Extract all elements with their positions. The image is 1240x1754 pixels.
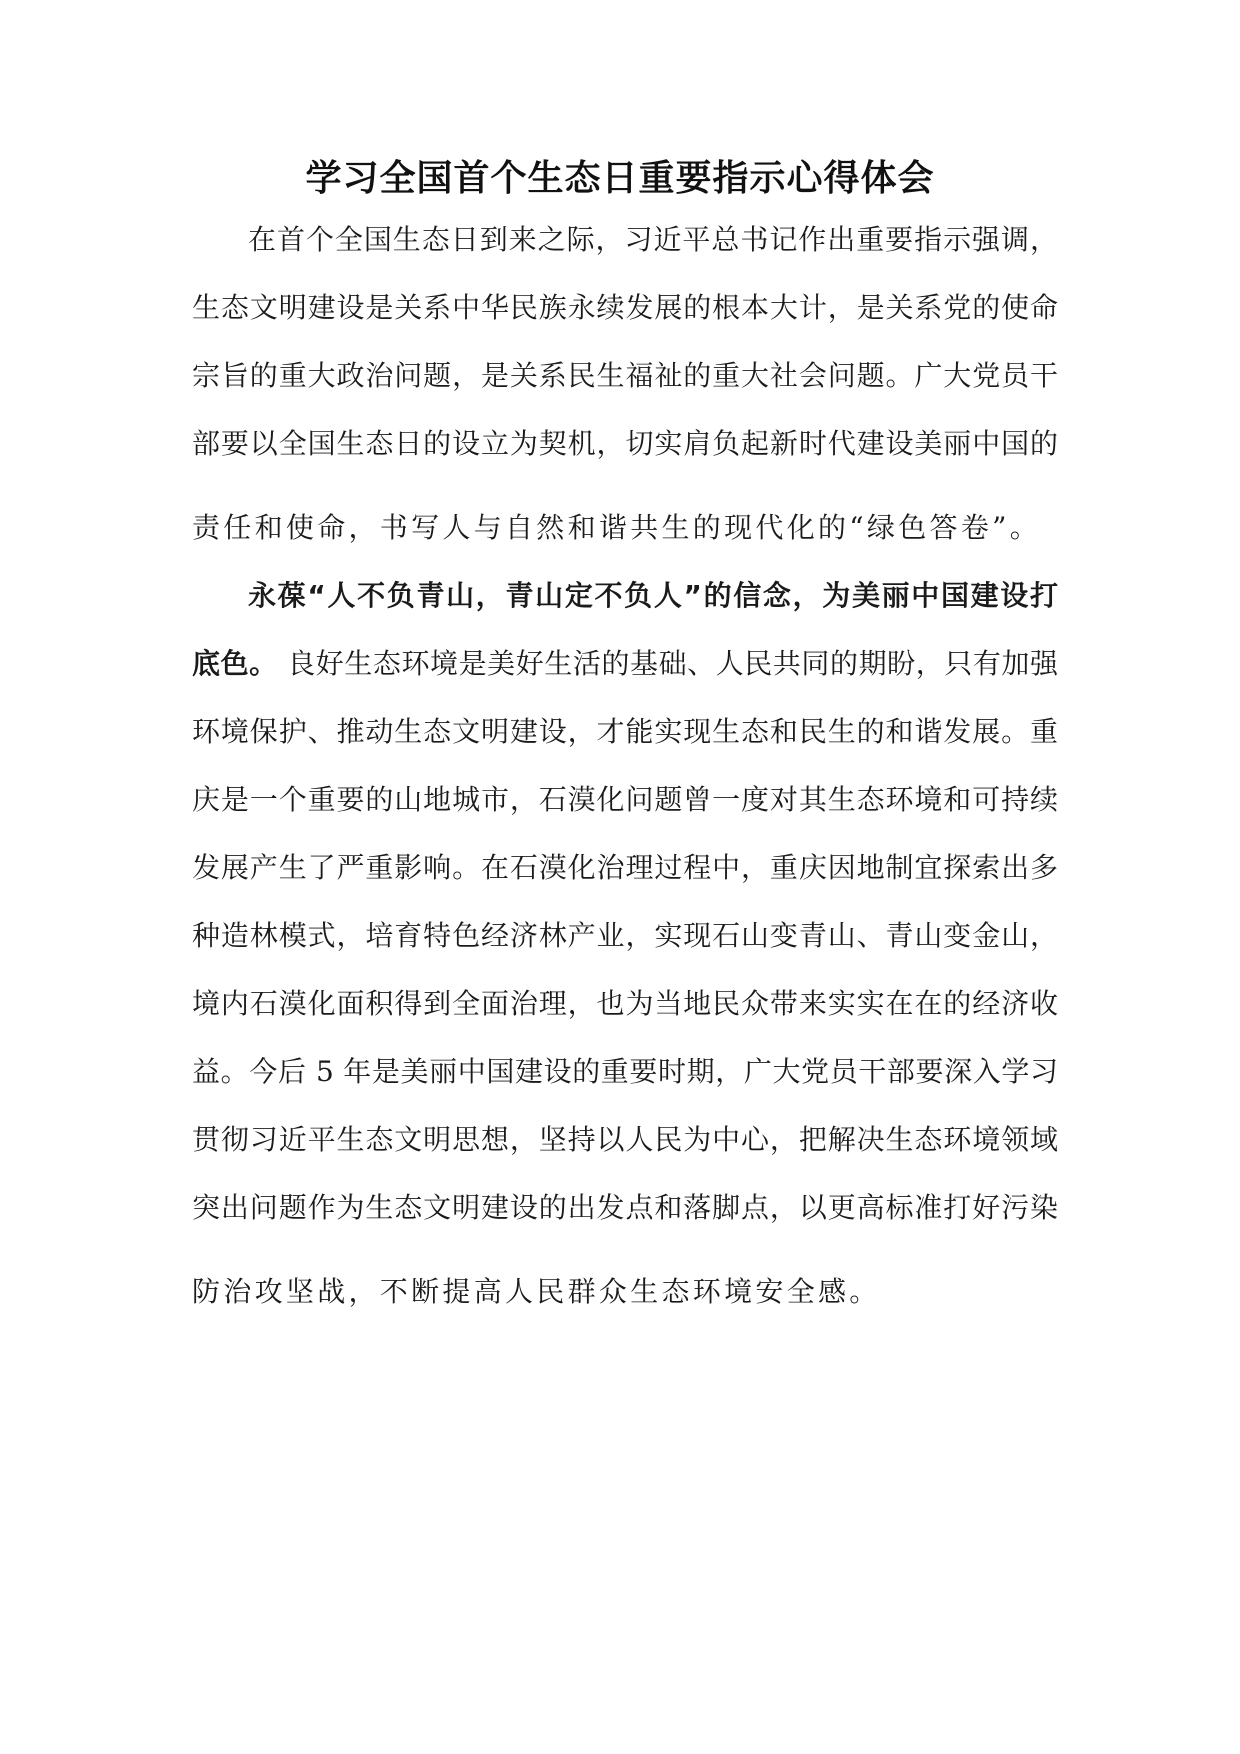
document-title: 学习全国首个生态日重要指示心得体会 xyxy=(305,158,935,199)
paragraph-heading-end: 底色。 xyxy=(192,647,278,680)
paragraph-line: 贯彻习近平生态文明思想，坚持以人民为中心，把解决生态环境领域 xyxy=(192,1123,1058,1156)
paragraph-line: 发展产生了严重影响。在石漠化治理过程中，重庆因地制宜探索出多 xyxy=(192,851,1058,884)
paragraph-line: 境内石漠化面积得到全面治理，也为当地民众带来实实在在的经济收 xyxy=(192,987,1058,1020)
paragraph-line: 防治攻坚战，不断提高人民群众生态环境安全感。 xyxy=(192,1275,881,1308)
paragraph-line: 环境保护、推动生态文明建设，才能实现生态和民生的和谐发展。重 xyxy=(192,715,1058,748)
paragraph-line: 突出问题作为生态文明建设的出发点和落脚点，以更高标准打好污染 xyxy=(192,1191,1058,1224)
paragraph-text: 良好生态环境是美好生活的基础、人民共同的期盼，只有加强 xyxy=(277,647,1058,680)
paragraph-line: 在首个全国生态日到来之际，习近平总书记作出重要指示强调， xyxy=(248,223,1058,256)
paragraph-line: 庆是一个重要的山地城市，石漠化问题曾一度对其生态环境和可持续 xyxy=(192,783,1058,816)
paragraph-line: 责任和使命，书写人与自然和谐共生的现代化的“绿色答卷”。 xyxy=(192,511,1042,544)
paragraph-line: 生态文明建设是关系中华民族永续发展的根本大计，是关系党的使命 xyxy=(192,291,1058,324)
paragraph-line-mixed xyxy=(192,646,1058,682)
paragraph-line: 宗旨的重大政治问题，是关系民生福祉的重大社会问题。广大党员干 xyxy=(192,359,1058,392)
paragraph-heading: 永葆“人不负青山，青山定不负人”的信念，为美丽中国建设打 xyxy=(248,579,1058,612)
paragraph-line: 种造林模式，培育特色经济林产业，实现石山变青山、青山变金山， xyxy=(192,919,1058,952)
paragraph-line: 部要以全国生态日的设立为契机，切实肩负起新时代建设美丽中国的 xyxy=(192,427,1058,460)
paragraph-line: 益。今后 5 年是美丽中国建设的重要时期，广大党员干部要深入学习 xyxy=(192,1055,1058,1088)
